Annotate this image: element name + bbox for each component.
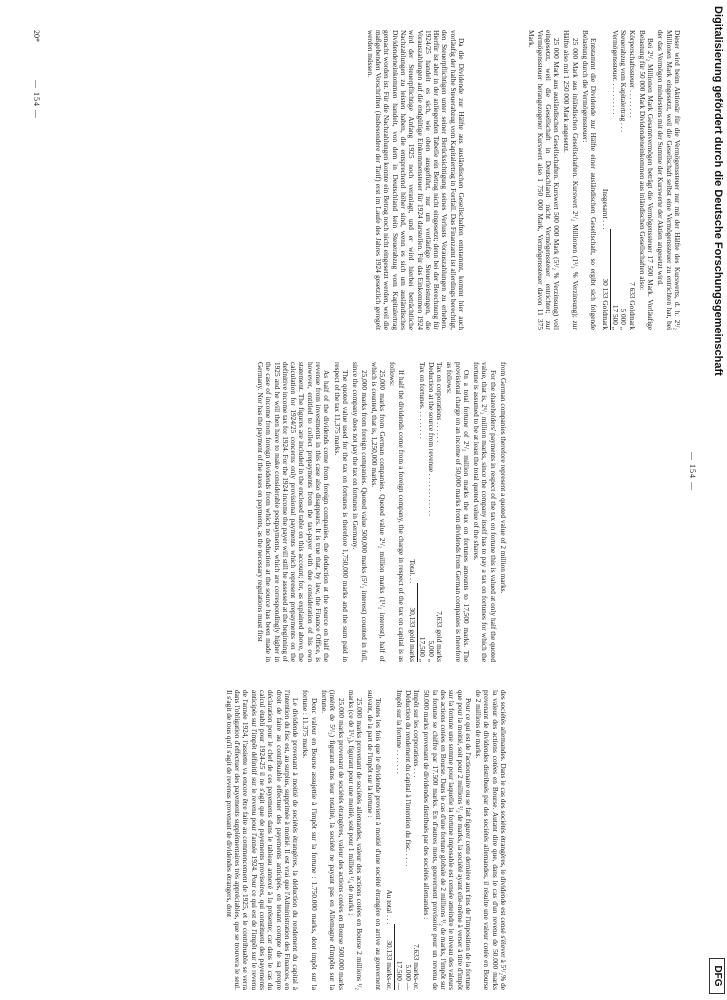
table-cell-label: Impôt sur les corporations . . . [412,690,422,778]
table-row [395,690,404,990]
dfg-logo: DFG [709,958,725,994]
table-cell-label: Steuerabzug vom Kapitalertrag . . . [619,30,629,133]
table-cell-value: 17,500 „ [418,636,428,662]
table-cell-value: 30,133 gold marks [408,583,418,662]
table-cell-label: Déduction du rendement du capital à l'intention du fisc. . . . . [403,690,413,867]
table-cell-label: Tax on fortunes. . . . . . . . . [418,362,428,439]
french-para-1: des sociétés allemandes. Dans le cas des sociétés étrangères, le dividende est censé s'élever à 5¹/₂% de la valeur des actions cotées en Bourse. Autant dire que, dans le cas d'un revenu de 50.000 marks provenant de dividendes distribués par des sociétés allemandes, il résulte une valeur cotée en Bourse de 2 millions de marks. [474,690,508,990]
page-signature: 20* [32,30,41,42]
page-number-french: — 154 — [32,80,41,119]
table-cell-label: Impôt sur la fortune . . . . . . . [395,690,405,774]
german-para-6: Da die Dividende zur Hälfte aus ausländischen Gesellschaften entstammt, kommt hier auch vorläufig der halbe Steuerabzug vom Kapitalertrag in Fortfall. Das Finanzamt ist allerdings berechtigt, den Steuerpflichtigen unter seiner Berücksichtigung seines Verlusts Vorauszahlungen zu erheben. Hierfür ist aber in der anliegenden Tabelle ein Betrag nicht eingesetzt; denn bei der Berechnung für 1924/25 handelt es sich, wie oben ausgeführt, nur um vorläufige Steuerleistungen, die Vorauszahlungen auf die endgültige Einkommensteuer für 1924 darstellen. Für das Einkommen 1924 wird der Steuerpflichtige Anfang 1925 noch veranlagt, und er wird hierbei beträchtliche Nachzahlungen zu leisten haben, die entsprechend höher sind, wenn es sich um ausländisches Dividendeneinkommen handelt, von dem in Deutschland kein Steuerabzug vom Kapitalertrag gemacht worden ist. Für die Nachzahlungen konnte ein Betrag noch nicht eingesetzt werden, weil die maßgebenden Vorschriften (insbesondere der Tarif) erst im Laufe des Jahres 1924 gesetzlich geregelt werden müssen. [365,30,466,330]
french-para-5: 25.000 marks provenant de sociétés étrangères, valeur des actions cotées en Bourse 500.000 marks (intérêt de 5¹/₂) figurant dans leur totalité, la société ne payant pas en Allemagne d'impôts sur la fortune. [320,690,346,990]
table-cell-value: 5,000 „ [426,640,436,662]
german-block-right [363,30,465,330]
digitization-credit [707,0,727,1000]
table-total-row [408,362,418,662]
german-para-3: Entstammt die Dividende zur Hälfte einer ausländischen Gesellschaft, so ergibt sich folgende Belastung durch die Vermögenssteuer: [581,30,599,330]
french-para-2: Pour ce qui est de l'actionnaire ou se fait figurer cette dernière aux fins de l'imposition de la fortune que pour la moitié, soit pour 2 millions ¹/₂ de marks, la société ayant elle-même à verser à titre d'impôt sur la fortune une somme pour laquelle la fortune imposable est censée atteindre le niveau des valeurs des actions cotées en Bourse. Dans le cas d'une fortune globale de 2 millions ¹/₂ de marks, l'impôt sur la fortune se chiffre par 17.500 marks. En d'autres mots, gouvernent provisoire pour un revenu de 50.000 marks provenant de dividendes distribués par des sociétés allemandes : [422,690,473,990]
table-cell-value: 30 133 Goldmark [600,229,610,330]
french-para-7: Le dividende provenant à moitié de sociétés étrangères, la déduction du rendement du capital à l'intention du fisc est, au surplus, supprimée à moitié. Il est vrai que l'Administration des Finances, en droit de faire au contribuable effectuer des payements anticipés, en tenant compte de sa propre déclaration pour le chef de ces payements dans le tableau annexé à la présente; car dans le cas du calcul établi pour 1924-25 il ne s'agit que de payements provisoires, qui constituent des payements anticipés sur l'impôt définitif sur le revenu pour l'année 1924. Pour ce qui est de l'impôt sur le revenu de l'année 1924, l'assiette va encore être faite au commencement de 1925, et le contribuable se verra dans l'obligation d'effectuer des payements supplémentaires très appréciables, que se trouvera le seul. Il s'agit de tous qu'il s'agit de revenus provenant de dividendes étrangers, dont [224,690,301,990]
table-cell-value: 5 000 „ [619,308,629,330]
german-tax-table [600,30,635,330]
table-cell-value: 7 633 Goldmark [627,282,637,330]
french-column [223,690,508,990]
english-para-5: 25,000 marks from German companies. Quoted value 2¹/₂ million marks (1¹/₂ interest), half of which is counted, that is, 1,250,000 marks. [369,362,388,662]
table-cell-label: Tax on corporations . . . . . . [434,362,444,443]
table-row [619,30,627,330]
french-para-6: Donc valeur en Bourse assujettie à l'impôt sur la fortune : 1.750.000 marks, dont impôt sur la fortune : 11.375 marks. [301,690,319,990]
english-para-3: On a total fortune of 2¹/₂ million marks the tax on fortunes amounts to 17,500 marks. The provisional charge on an income of 50,000 marks from dividends from German companies is therefore as follows: [445,362,471,662]
table-cell-value: 30.133 marks-or. [385,924,395,990]
french-para-3: Toutes les fois que le dividende provient à moitié d'une société étrangère on arrive au gouvernent suivant, de la part de l'impôt sur la fortune : [365,690,383,990]
table-row [435,362,443,662]
table-row [426,362,434,662]
table-row [610,30,619,330]
table-total-row [385,690,395,990]
rotated-page [27,0,727,1000]
page-number-german: — 154 — [688,452,697,491]
table-total-row [600,30,610,330]
german-para-4: 25 000 Mark aus inländischen Gesellschaften. Kurswert 2¹/₂ Millionen (1¹/₂ % Verzinsung); zur Hälfte also mit 1 250 000 Mark angesetzt. [562,30,580,330]
table-cell-label: Körperschaftssteuer . . . . . . . . [627,30,637,118]
german-para-2: Bei 2¹/₂ Millionen Mark Gesamtvermögen beträgt die Vermögenssteuer 17 500 Mark. Vorläufige Belastung für 50 000 Mark Dividendeneinkommen aus inländischen Gesellschaften also: [637,30,656,330]
table-cell-label: Insgesamt . . . [600,188,610,230]
table-cell-label: Au total . . . [385,889,395,925]
table-row [627,30,635,330]
table-cell-label: Deduction at the source from revenue . . . . . . . . . . . . [426,362,436,516]
english-para-6: 25,000 marks from foreign companies. Quoted value 500,000 marks (5¹/₂ interest) counted in full, since the company does not pay the tax on fortunes in Germany. [351,362,369,662]
credit-text: Digitalisierung gefördert durch die Deutsche Forschungsgemeinschaft [712,6,724,376]
table-cell-value: 17.500 — [395,960,405,990]
table-cell-value: 7.633 marks-or. [412,943,422,990]
english-tax-table [408,362,443,662]
table-cell-label: Total. . . [408,559,418,584]
german-block-left [525,30,681,330]
english-column [254,362,507,662]
english-para-1: from German companies therefore represent a quoted value of 2 million marks. [499,362,508,594]
table-cell-label: Vermögenssteuer. . . . . . . . . . [610,30,620,115]
german-para-1: Dieser wird beim Aktionär für die Vermögenssteuer nur mit der Hälfte des Kurswerts, d. h. 2¹/₂ Millionen Mark eingesetzt, weil die Gesellschaft selbst eine Vermögenssteuer zu entrichten hat, bei der das Vermögen mindestens mit der Summe der Kurswerte der Aktien angesetzt wird. [656,30,682,330]
french-tax-table [385,690,420,990]
table-cell-value: 5.000 — [403,964,413,990]
table-cell-value: 17 500 „ [610,304,620,330]
english-para-2: For the shareholders' payments in respect of the tax on fortune this is valued at only half the quoted value, that is, 2¹/₂ million marks, since the company itself has to pay a tax on fortunes for which the fortune is assumed to be at least the total quoted value of the shares. [472,362,498,662]
french-para-4: 25.000 marks provenant de sociétés allemandes, valeur des actions cotées en Bourse 2 millions ¹/₂ marks (ce de 1¹/₂), figurant pour une moitié, soit pour 1 million ¹/₄ de marks ; [346,690,365,990]
german-para-5: 25 000 Mark aus ausländischen Gesellschaften. Kurswert 500 000 Mark (5¹/₂ % Verzinsung) voll eingesetzt, weil die Gesellschaft in Deutschland nicht Vermögenssteuer entrichtet; zur Vermögenssteuer herangezogener Kurswert also 1 750 000 Mark, Vermögenssteuer davon 11 375 Mark. [527,30,562,330]
table-row [418,362,427,662]
english-para-8: As half of the dividends come from foreign companies, the deduction at the source on half the revenue from investments in this case also disappears. It is true that, by law, the Finance Office, is however, entitled to collect prepayments from the tax-payer with due consideration of his own statement. The figures are included in the enclosed table on this account; for, as explained above, the calculation for 1924/25 concerns only provisional payments which represent prepayments on the definitive income tax for 1924. For the 1924 income the payer will still be assessed at the beginning of 1925 and he will then have to make considerable postpayments, which are correspondingly higher in the case of income from foreign dividends from which no deduction at the source has been made in Germany. Nor has the payment of the taxes on payments, as the necessary regulations must first [255,362,332,662]
english-para-7: The quoted value used for the tax on fortunes is therefore 1,750,000 marks and the sum paid in respect of the tax 11,375 marks. [332,362,350,662]
english-para-4: If half the dividends come from a foreign company, the charge in respect of the tax on capital is as follows: [388,362,406,662]
table-cell-value: 7,633 gold marks [434,611,444,662]
table-row [403,690,411,990]
table-row [412,690,420,990]
